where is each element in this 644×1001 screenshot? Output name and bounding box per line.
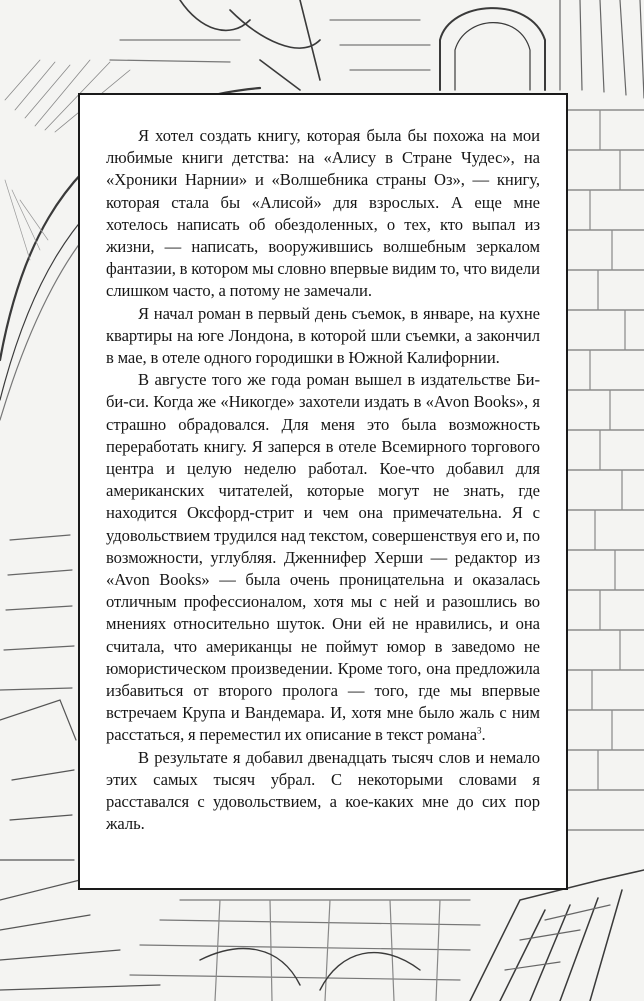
text-box (78, 93, 568, 890)
top-figure-sketch (180, 0, 320, 90)
paragraph-3: В августе того же года роман вышел в издательстве Би-би-си. Когда же «Никогде» захотели издать в «Avon Books», я страшно обрадовался. Для меня это была возможность переработать книгу. Я заперся в отеле Всемирного торгового центра и целую неделю работал. Кое-что добавил для американских читателей, которые могут не знать, где находится Оксфорд-стрит и чем она примечательна. Я с удовольствием трудился над текстом, совершенствуя его и, по возможности, углубляя. Дженнифер Херши — редактор из «Avon Books» — была очень проницательна и оказалась отличным профессионалом, хотя мы с ней и разошлись во мнениях относительно шуток. Они ей не нравились, и она считала, что американцы не поймут юмор в заведомо не юмористическом произведении. Кроме того, она предложила избавиться от второго пролога — того, где мы впервые встречаем Крупа и Вандемара. И, хотя мне было жаль с ним расстаться, я переместил их описание в текст романа$^3$. (106, 370, 540, 745)
footnote-marker[interactable]: 3 (477, 725, 482, 736)
paragraph-4: В результате я добавил двенадцать тысяч слов и немало этих самых тысяч убрал. С некоторыми словами я расставался с удовольствием, а кое-каких мне до сих пор жаль. (106, 747, 540, 834)
paragraph-3-text: В августе того же года роман вышел в издательстве Би-би-си. Когда же «Никогде» захотели издать в «Avon Books», я страшно обрадовался. Для меня это была возможность переработать книгу. Я заперся в отеле Всемирного торгового центра и целую неделю работал. Кое-что добавил для американских читателей, которые могут не знать, где находится Оксфорд-стрит и чем она примечательна. Я с удовольствием трудился над текстом, совершенствуя его и, по возможности, углубляя. Дженнифер Херши — редактор из «Avon Books» — была очень проницательна и оказалась отличным профессионалом, хотя мы с ней и разошлись во мнениях относительно шуток. Они ей не нравились, и она считала, что американцы не поймут юмор в заведомо не юмористическом произведении. Кроме того, она предложила избавиться от второго пролога — того, где мы впервые встречаем Крупа и Вандемара. И, хотя мне было жаль с ним расстаться, я переместил их описание в текст романа (106, 370, 540, 745)
paragraph-1: Я хотел создать книгу, которая была бы похожа на мои любимые книги детства: на «Алису в Стране Чудес», на «Хроники Нарнии» и «Волшебника страны Оз», — книгу, которая стала бы «Алисой» для взрослых. А еще мне хотелось написать об обездоленных, о тех, кто выпал из жизни, — написать, вооружившись волшебным зеркалом фантазии, в котором мы словно впервые видим то, что видели слишком часто, а потому не замечали. (106, 126, 540, 301)
paragraph-2: Я начал роман в первый день съемок, в январе, на кухне квартиры на юге Лондона, в которой шли съемки, а закончил в мае, в отеле одного городишки в Южной Калифорнии. (106, 303, 540, 368)
